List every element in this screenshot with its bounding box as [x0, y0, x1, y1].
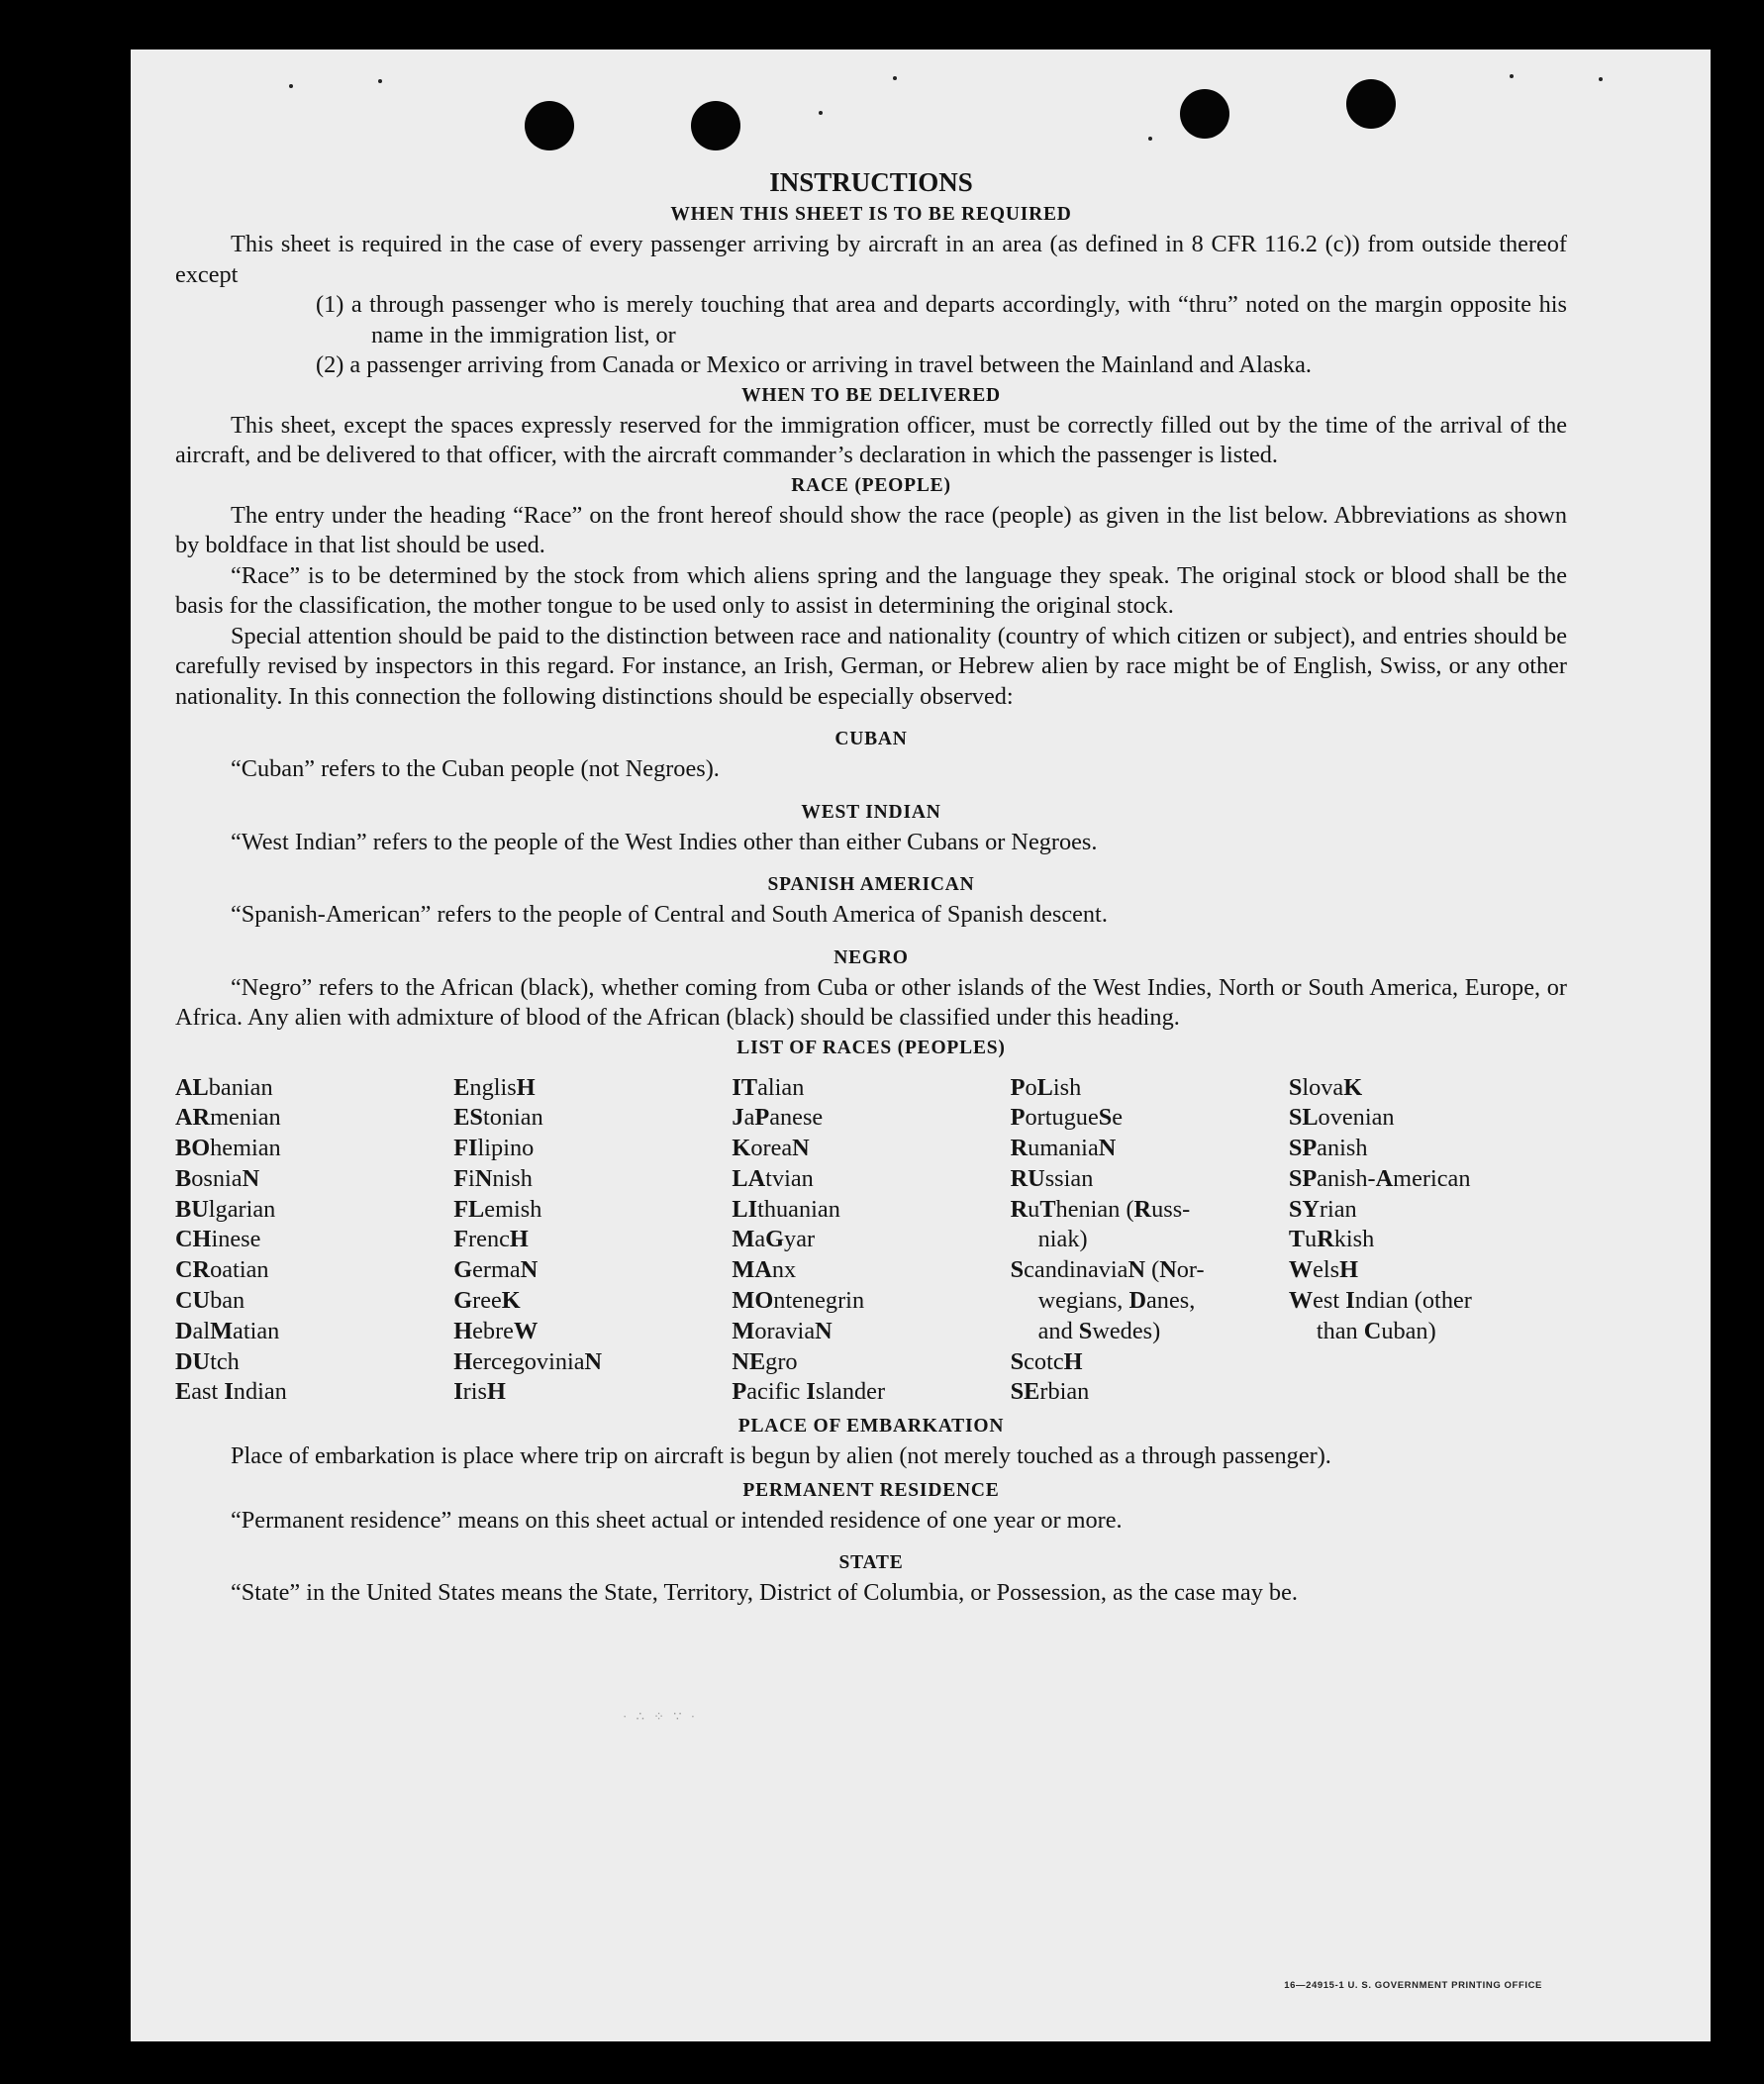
race-item: EStonian — [453, 1104, 543, 1132]
race-item: MoraviaN — [732, 1317, 833, 1344]
race-item: KoreaN — [732, 1135, 810, 1162]
paragraph: “Cuban” refers to the Cuban people (not Negroes). — [231, 755, 720, 782]
speck — [1599, 77, 1603, 81]
section-heading: WEST INDIAN — [801, 801, 941, 823]
section-heading: STATE — [838, 1552, 904, 1574]
paragraph: “West Indian” refers to the people of the West Indies other than either Cubans or Negroes. — [231, 828, 1098, 855]
race-item: MaGyar — [732, 1226, 816, 1253]
race-item: FIlipino — [453, 1135, 535, 1162]
section-heading: NEGRO — [833, 946, 909, 968]
race-item: SLovenian — [1288, 1104, 1395, 1132]
race-item: wegians, Danes, — [1037, 1287, 1196, 1315]
race-item: PortugueSe — [1010, 1104, 1124, 1132]
races-column — [732, 1073, 1010, 1409]
race-item: LIthuanian — [732, 1195, 840, 1223]
printer-imprint: 16—24915-1 U. S. GOVERNMENT PRINTING OFFICE — [1284, 1980, 1542, 1991]
race-item: and Swedes) — [1037, 1317, 1161, 1344]
punch-hole — [691, 101, 740, 150]
race-item: FLemish — [453, 1195, 542, 1223]
races-column — [1289, 1073, 1567, 1409]
race-item: IrisH — [453, 1378, 506, 1406]
races-list — [175, 1073, 1567, 1409]
race-item: NEgro — [732, 1347, 798, 1375]
section-heading: WHEN THIS SHEET IS TO BE REQUIRED — [670, 204, 1072, 225]
punch-hole — [1346, 79, 1396, 129]
races-column — [1011, 1073, 1289, 1409]
race-item: DalMatian — [175, 1317, 280, 1344]
list-item: (1) a through passenger who is merely touching that area and departs accordingly, with “thru” noted on the margin opposite his name in the immigration list, or — [316, 291, 1567, 348]
speck — [893, 76, 897, 80]
race-item: BosniaN — [175, 1164, 260, 1192]
paragraph: This sheet, except the spaces expressly reserved for the immigration officer, must be correctly filled out by the time of the arrival of the aircraft, and be delivered to that officer, with the aircraft commander’s declaration in which the passenger is listed. — [175, 411, 1567, 468]
race-item: LAtvian — [732, 1164, 814, 1192]
race-item: RumaniaN — [1010, 1135, 1117, 1162]
race-item: TuRkish — [1288, 1226, 1375, 1253]
race-item: RuThenian (Russ- — [1010, 1195, 1191, 1223]
race-item: HebreW — [453, 1317, 539, 1344]
paragraph: “Race” is to be determined by the stock from which aliens spring and the language they speak. The original stock or blood shall be the basis for the classification, the mother tongue to be used only to assist in determining the original stock. — [175, 561, 1567, 619]
race-item: East Indian — [175, 1378, 287, 1406]
speck — [819, 111, 823, 115]
faded-stamp: · ∴ ⁘ ∵ · — [623, 1709, 699, 1724]
punch-hole — [1180, 89, 1229, 139]
speck — [378, 79, 382, 83]
page-title: INSTRUCTIONS — [769, 167, 973, 197]
section-heading: LIST OF RACES (PEOPLES) — [736, 1037, 1006, 1058]
race-item: EnglisH — [453, 1073, 536, 1101]
paragraph: “Spanish-American” refers to the people of Central and South America of Spanish descent. — [231, 901, 1108, 928]
race-item: SYrian — [1288, 1195, 1357, 1223]
paragraph: “Negro” refers to the African (black), whether coming from Cuba or other islands of the West Indies, North or South America, Europe, or Africa. Any alien with admixture of blood of the African (black) should be classified under this heading. — [175, 973, 1567, 1031]
paragraph: “State” in the United States means the State, Territory, District of Columbia, or Possession, as the case may be. — [231, 1579, 1298, 1607]
race-item: DUtch — [175, 1347, 240, 1375]
race-item: GreeK — [453, 1287, 521, 1315]
race-item: ITalian — [732, 1073, 805, 1101]
race-item: SPanish — [1288, 1135, 1368, 1162]
race-item: MAnx — [732, 1256, 797, 1284]
section-heading: PLACE OF EMBARKATION — [737, 1416, 1005, 1438]
race-item: ScotcH — [1010, 1347, 1083, 1375]
race-item: GermaN — [453, 1256, 539, 1284]
paragraph: This sheet is required in the case of every passenger arriving by aircraft in an area (as defined in 8 CFR 116.2 (c)) from outside thereof except — [175, 231, 1567, 288]
race-item: than Cuban) — [1316, 1317, 1436, 1344]
section-heading: SPANISH AMERICAN — [767, 874, 975, 895]
race-item: PoLish — [1010, 1073, 1082, 1101]
race-item: BUlgarian — [175, 1195, 276, 1223]
race-item: BOhemian — [175, 1135, 281, 1162]
section-heading: WHEN TO BE DELIVERED — [741, 384, 1001, 406]
race-item: West Indian (other — [1288, 1287, 1472, 1315]
punch-hole — [525, 101, 574, 150]
section-heading: CUBAN — [834, 729, 908, 749]
paragraph: Special attention should be paid to the distinction between race and nationality (country of which citizen or subject), and entries should be carefully revised by inspectors in this regard. For instance, an Irish, German, or Hebrew alien by race might be of English, Swiss, or any other nationality. In this connection the following distinctions should be especially observed: — [175, 622, 1567, 710]
document-page — [131, 50, 1711, 2041]
speck — [289, 84, 293, 88]
race-item: SlovaK — [1288, 1073, 1363, 1101]
speck — [1510, 74, 1514, 78]
race-item: JaPanese — [732, 1104, 824, 1132]
race-item: SErbian — [1010, 1378, 1090, 1406]
races-column — [453, 1073, 732, 1409]
race-item: CRoatian — [175, 1256, 269, 1284]
races-column — [175, 1073, 453, 1409]
race-item: CHinese — [175, 1226, 261, 1253]
race-item: HercegoviniaN — [453, 1347, 603, 1375]
race-item: ARmenian — [175, 1104, 281, 1132]
instructions-content — [175, 164, 1567, 1609]
race-item: CUban — [175, 1287, 245, 1315]
race-item: ALbanian — [175, 1073, 273, 1101]
race-item: RUssian — [1010, 1164, 1094, 1192]
section-heading: RACE (PEOPLE) — [791, 474, 951, 496]
race-item: MOntenegrin — [732, 1287, 865, 1315]
race-item: niak) — [1037, 1226, 1088, 1253]
race-item: FrencH — [453, 1226, 529, 1253]
section-heading: PERMANENT RESIDENCE — [742, 1479, 1000, 1501]
race-item: WelsH — [1288, 1256, 1359, 1284]
speck — [1148, 137, 1152, 141]
list-item: (2) a passenger arriving from Canada or Mexico or arriving in travel between the Mainland and Alaska. — [316, 351, 1312, 378]
race-item: Pacific Islander — [732, 1378, 886, 1406]
paragraph: “Permanent residence” means on this sheet actual or intended residence of one year or more. — [231, 1506, 1123, 1534]
paragraph: The entry under the heading “Race” on the front hereof should show the race (people) as given in the list below. Abbreviations as shown by boldface in that list should be used. — [175, 501, 1567, 558]
race-item: FiNnish — [453, 1164, 533, 1192]
paragraph: Place of embarkation is place where trip on aircraft is begun by alien (not merely touched as a through passenger). — [231, 1442, 1331, 1470]
race-item: ScandinaviaN (Nor- — [1010, 1256, 1205, 1284]
race-item: SPanish-American — [1288, 1164, 1471, 1192]
